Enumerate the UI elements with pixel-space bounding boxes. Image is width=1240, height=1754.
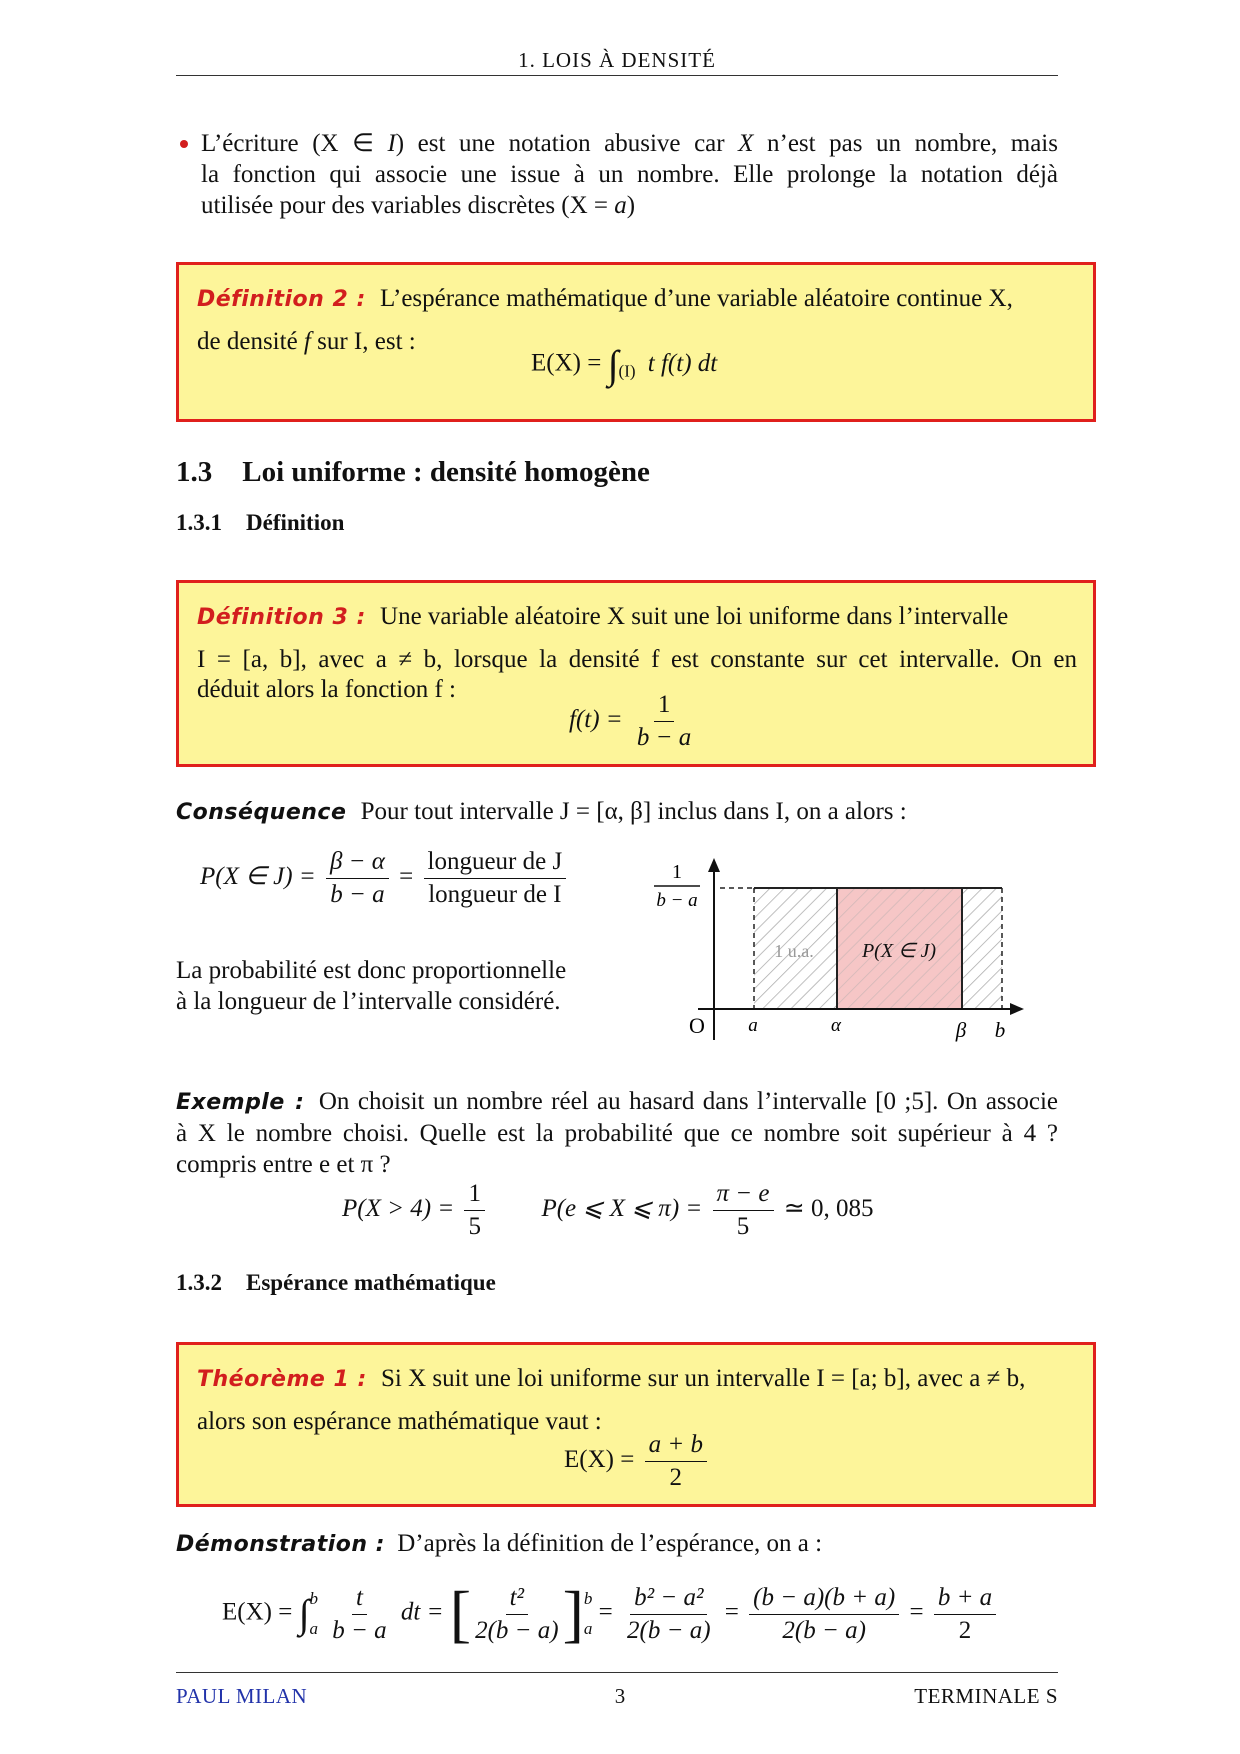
footer-class: TERMINALE S — [914, 1684, 1058, 1708]
header-rule — [176, 75, 1058, 76]
definition-2-box — [176, 262, 1096, 422]
probability-label: P(X ∈ J) — [861, 940, 937, 962]
example-label: Exemple : — [176, 1090, 305, 1115]
y-tick-num: 1 — [672, 861, 682, 883]
consequence-formula: P(X ∈ J) = $\frac{\beta - \alpha}{b - a}$ = $\frac{\text{longueur de J}}{\text{longueur de I}}$ — [200, 848, 570, 909]
subsection-heading-1-3-1: 1.3.1 Définition — [176, 510, 345, 535]
definition-3-line3: déduit alors la fonction f : — [197, 676, 456, 703]
tick-a: a — [748, 1015, 758, 1036]
definition-3-box — [176, 580, 1096, 767]
theorem-1-label: Théorème 1 : — [197, 1367, 367, 1392]
theorem-1-formula: E(X) = $\frac{a + b}{2}$ — [564, 1431, 711, 1492]
y-tick-den: b − a — [656, 890, 698, 911]
running-header: 1. LOIS À DENSITÉ — [518, 48, 716, 72]
uniform-density-graph — [640, 848, 1040, 1048]
definition-2-formula: $E(X) = \int_{(I)}$ t f(t) dt — [531, 342, 718, 387]
example-paragraph: Exemple : On choisit un nombre réel au hasard dans l’intervalle [0 ;5]. On associe à X le nombre choisi. Quelle est la probabilité que ce nombre soit supérieur à 4 ? compris entre e et π ? — [176, 1088, 1059, 1178]
definition-3-line2: I = [a, b], avec a ≠ b, lorsque la densité f est constante sur cet intervalle. On en — [197, 646, 1077, 673]
area-label: 1 u.a. — [774, 941, 814, 961]
definition-3-text: Une variable aléatoire X suit une loi uniforme dans l’intervalle — [380, 603, 1009, 630]
demonstration-formula: E(X) = ∫ b a $\frac{t}{b - a}$ dt = [ $\frac{\text{t²}}{2(b - a)}$ ] b a = $\frac{\text{b² − a²}}{2(b - a)}$ = $\frac{(b - a)(b + a)}{2(b - a)}$ = $\frac{b + a}{2}$ — [222, 1582, 1000, 1646]
footer-rule — [176, 1672, 1058, 1673]
footer-page-number: 3 — [614, 1684, 626, 1708]
demonstration-text: D’après la définition de l’espérance, on a : — [397, 1530, 823, 1557]
tick-beta: β — [955, 1018, 967, 1042]
theorem-1-box — [176, 1342, 1096, 1507]
bullet-dot — [180, 140, 188, 148]
section-heading-1-3: 1.3 Loi uniforme : densité homogène — [176, 456, 650, 488]
definition-3-label: Définition 3 : — [197, 605, 366, 630]
tick-b: b — [994, 1018, 1006, 1042]
definition-2-text: L’espérance mathématique d’une variable aléatoire continue X, — [380, 285, 1013, 312]
origin-label: O — [689, 1013, 705, 1038]
demonstration-label: Démonstration : — [176, 1532, 385, 1557]
theorem-1-line2: alors son espérance mathématique vaut : — [197, 1408, 602, 1435]
theorem-1-text: Si X suit une loi uniforme sur un intervalle I = [a; b], avec a ≠ b, — [381, 1365, 1026, 1392]
consequence-text: Pour tout intervalle J = [α, β] inclus dans I, on a alors : — [360, 798, 907, 825]
definition-2-line2: de densité f sur I, est : — [197, 328, 416, 355]
bullet-paragraph: L’écriture (X ∈ I) est une notation abusive car X n’est pas un nombre, mais la fonction qui associe une issue à un nombre. Elle prolonge la notation déjà utilisée pour des variables discrètes (X = a) — [201, 130, 1058, 219]
consequence-conclusion: La probabilité est donc proportionnelle à la longueur de l’intervalle considéré. — [176, 957, 567, 1015]
tick-alpha: α — [831, 1015, 841, 1036]
footer-author: PAUL MILAN — [176, 1684, 308, 1708]
definition-3-formula: f(t) = $\frac{1}{b - a}$ — [569, 691, 692, 751]
definition-2-label: Définition 2 : — [197, 287, 366, 312]
example-formulas: P(X > 4) = $\frac{1}{5}$ P(e ⩽ X ⩽ π) = $\frac{\pi - e}{5}$ ≃ 0, 085 — [342, 1180, 874, 1240]
consequence-label: Conséquence — [176, 800, 347, 825]
subsection-heading-1-3-2: 1.3.2 Espérance mathématique — [176, 1270, 496, 1295]
